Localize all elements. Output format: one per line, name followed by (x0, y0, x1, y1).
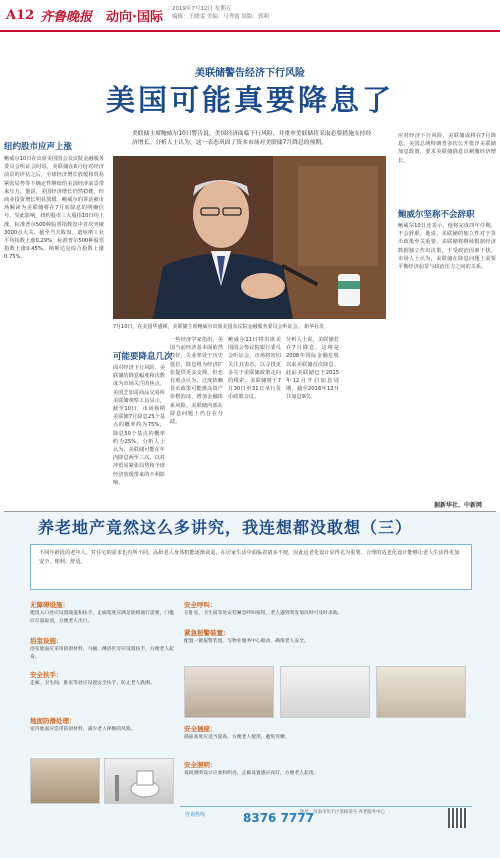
ad-sec5-head: 安全呼叫： (184, 601, 217, 609)
article-kicker: 美联储警告经济下行风险 (195, 68, 305, 79)
ad-sec1-text: 建筑入口处应设置坡道和扶手，走廊宽度应满足轮椅通行需要，门槛应尽量取消，方便老人出行。 (30, 611, 174, 624)
toilet-icon (105, 759, 175, 805)
article-byline: 据新华社、中新网 (433, 502, 482, 509)
page-number: A12 (6, 8, 35, 23)
ad-photo-grab-bar (280, 666, 370, 718)
article-lead: 美联储主席鲍威尔10日警告说，美国经济面临下行风险，并重申美联储将采取必要措施支持经济增长。分析人士认为，这一表态巩固了资本市场对美联储7月降息的预期。 (132, 131, 372, 146)
ad-sec7-text: 插座高度应适当提高，方便老人使用，避免弯腰。 (184, 735, 290, 740)
date-block (172, 5, 269, 21)
right-col-top: 应对经济下行风险，美联储或将在7月降息。美国总统特朗普多次公开批评美联储加息政策，要求美联储降息以刺激经济增长。 (398, 133, 496, 164)
col4-text: 鲍威尔11日将出席美国国会参议院银行委员会听证会。市场将密切关注其表态，以寻找更多关于美联储政策走向的线索。美联储将于7月30日至31日举行货币政策会议。 (228, 337, 281, 401)
ad-sec7-head: 安全插座： (184, 725, 217, 733)
ad-photo-toilet (104, 758, 174, 804)
right-col-text: 鲍威尔10日还表示，他将完成四年任期，不会辞职。他说，美联储的独立性对于货币政策至关重要，美联储将继续根据经济数据独立作出决策，不受政治因素干扰。市场人士认为，美联储在降息问题上需要平衡经济前景与政治压力之间的关系。 (398, 223, 496, 271)
col3-text: 一些经济学家指出，美国当前经济基本面依然较好，失业率处于历史低位，降息将为经济扩张提供更多支撑。但也有观点认为，过度依赖货币政策可能推高资产价格泡沫，增加金融体系风险。美联储内部在降息问题上仍存在分歧。 (170, 337, 223, 426)
ad-sec8-text: 夜间照明设计应柔和明亮，走廊设置感应夜灯，方便老人起夜。 (184, 771, 319, 776)
ad-photo-corridor (30, 758, 100, 804)
advert-title: 养老地产竟然这么多讲究，我连想都没敢想（三） (38, 518, 413, 537)
col2-heading: 可能要降息几次 (113, 352, 173, 362)
ad-sec2-text: 浴室地面应采用防滑材料，马桶、淋浴区旁应设置扶手，方便老人起身。 (30, 647, 174, 660)
ad-sec6-head: 紧急报警装置： (184, 629, 230, 637)
ad-photo-bathroom (184, 666, 274, 718)
advert-intro: 不同年龄段的老年人，对住宅的需求也有所不同。高龄老人身体机能逐渐衰退，在居家生活中面临着诸多不便，因此适老化设计显得尤为重要。合理的适老化设计能够让老人生活得更加安全、便利、舒适。 (30, 544, 472, 590)
qr-code-icon (448, 808, 468, 828)
editors-line: 编辑：王晓雯 美编：马秀霞 组版：郭莉 (172, 14, 269, 20)
phone-label: 咨询热线 (185, 812, 206, 818)
powell-photo-illustration (113, 156, 386, 319)
phone-number: 8376 7777 (243, 811, 314, 825)
ad-sec6-text: 配置一键报警装置，与物业服务中心联动，确保老人安全。 (184, 639, 309, 644)
date-line: 2019年7月12日 星期五 (172, 6, 232, 12)
paper-logo: 齐鲁晚报 (40, 10, 93, 25)
article-photo (113, 156, 386, 319)
col1-text: 鲍威尔10日在出席美国国会众议院金融服务委员会听证会时说，美联储在6月份对经济前景的评估之后，全球经济增长放缓和贸易紧张局势等不确定性继续给美国经济前景带来压力。他说，美国经济增长仍然稳健，但商业投资增长明显放缓。鲍威尔的讲话被市场解读为美联储将在7月底降息的明确信号。受此影响，纽约股市三大股指10日均上涨，标准普尔500种股票指数盘中首次突破3000点大关。截至当天收盘，道琼斯工业平均指数上涨0.29%，标准普尔500种股票指数上涨0.45%，纳斯达克综合指数上涨0.75%。 (4, 156, 104, 261)
ad-sec8-head: 安全照明： (184, 761, 217, 769)
ad-sec2-head: 浴室设施： (30, 637, 63, 645)
ad-sec1-head: 无障碍设施： (30, 601, 69, 609)
col1-heading: 纽约股市应声上涨 (4, 142, 73, 152)
ad-photo-shower (376, 666, 466, 718)
ad-sec3-head: 安全扶手： (30, 671, 63, 679)
page-header (0, 0, 500, 32)
ad-sec3-text: 走廊、卫生间、卧室等处应设置安全扶手，防止老人跌倒。 (30, 681, 155, 686)
ad-sec4-head: 地面防滑处理： (30, 717, 76, 725)
col2-text: 面对经济下行风险，美联储的降息幅度和次数成为市场关注的焦点。美国芝加哥商品交易所美联储观察工具显示，截至10日，市场预期美联储7月降息25个基点的概率约为75%，降息50个基点的概率约为25%。分析人士认为，美联储可能在年内降息两至三次，以对冲贸易紧张局势和全球经济放缓带来的不利影响。 (113, 365, 165, 486)
ad-sec4-text: 室内地面应选用防滑材料，减少老人摔倒的风险。 (30, 727, 136, 732)
advert-address: 地址：济南市历下区某路某号 养老服务中心 (300, 810, 385, 815)
article-headline: 美国可能真要降息了 (105, 83, 394, 117)
section-title: 动向·国际 (106, 10, 163, 25)
col5-text: 分析人士说，美联储若在7月降息，这将是2008年国际金融危机以来美联储首次降息。此前美联储已于2015年12月开启加息周期，截至2018年12月共加息9次。 (286, 337, 339, 401)
right-col-heading: 鲍威尔坚称不会辞职 (398, 210, 475, 220)
photo-caption: 7月10日，在美国华盛顿，美联储主席鲍威尔出席美国众议院金融服务委员会听证会。 新华社发 (113, 324, 325, 330)
ad-sec5-text: 在卧室、卫生间等处安装紧急呼叫按钮，老人遇到突发情况时可及时求助。 (184, 611, 343, 616)
